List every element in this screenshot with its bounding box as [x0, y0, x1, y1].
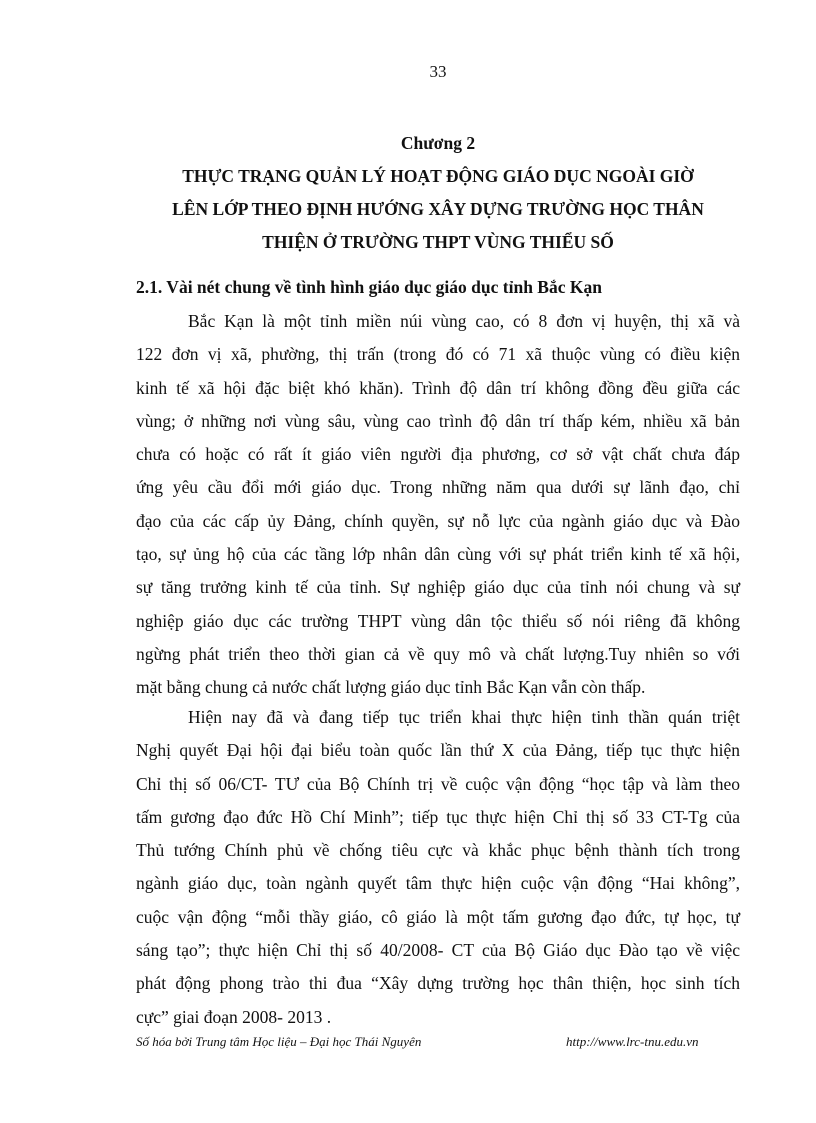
text-line: Hiện nay đã và đang tiếp tục triển khai thực hiện tinh thần quán triệt — [188, 707, 740, 727]
chapter-title-line: THỰC TRẠNG QUẢN LÝ HOẠT ĐỘNG GIÁO DỤC NGOÀI GIỜ — [182, 166, 694, 186]
chapter-title-line: LÊN LỚP THEO ĐỊNH HƯỚNG XÂY DỰNG TRƯỜNG HỌC THÂN — [172, 199, 704, 219]
section-heading: 2.1. Vài nét chung về tình hình giáo dục giáo dục tỉnh Bắc Kạn — [136, 277, 602, 297]
text-line: mặt bằng chung cả nước chất lượng giáo dục tỉnh Bắc Kạn vẫn còn thấp. — [136, 677, 646, 698]
footer-url: http://www.lrc-tnu.edu.vn — [566, 1034, 699, 1049]
text-line: vùng; ở những nơi vùng sâu, vùng cao trình độ dân trí thấp kém, nhiều xã bản — [136, 410, 740, 431]
footer-source: Số hóa bởi Trung tâm Học liệu – Đại học Thái Nguyên — [136, 1034, 422, 1049]
text-line: Bắc Kạn là một tỉnh miền núi vùng cao, có 8 đơn vị huyện, thị xã và — [188, 311, 740, 331]
text-line: Nghị quyết Đại hội đại biểu toàn quốc lần thứ X của Đảng, tiếp tục thực hiện — [136, 740, 740, 761]
text-line: cuộc vận động “mỗi thầy giáo, cô giáo là một tấm gương đạo đức, tự học, tự — [136, 906, 740, 927]
text-line: tạo, sự ủng hộ của các tầng lớp nhân dân cùng với sự phát triển kinh tế xã hội, — [136, 544, 740, 565]
paragraph — [136, 305, 740, 705]
text-line: nghiệp giáo dục các trường THPT vùng dân tộc thiểu số nói riêng đã không — [136, 610, 740, 631]
chapter-header — [120, 127, 756, 259]
text-line: Chỉ thị số 06/CT- TƯ của Bộ Chính trị về cuộc vận động “học tập và làm theo — [136, 773, 740, 794]
text-line: chưa có hoặc có rất ít giáo viên người địa phương, cơ sở vật chất chưa đáp — [136, 444, 740, 465]
paragraph — [136, 701, 740, 1034]
chapter-title-line: THIỆN Ở TRƯỜNG THPT VÙNG THIỂU SỐ — [262, 232, 614, 252]
text-line: Thủ tướng Chính phủ về chống tiêu cực và khắc phục bệnh thành tích trong — [136, 840, 740, 861]
text-line: phát động phong trào thi đua “Xây dựng trường học thân thiện, học sinh tích — [136, 973, 740, 994]
text-line: ngành giáo dục, toàn ngành quyết tâm thực hiện cuộc vận động “Hai không”, — [136, 873, 740, 894]
text-line: ứng yêu cầu đổi mới giáo dục. Trong những năm qua dưới sự lãnh đạo, chỉ — [136, 477, 740, 498]
text-line: sáng tạo”; thực hiện Chỉ thị số 40/2008- CT của Bộ Giáo dục Đào tạo về việc — [136, 940, 740, 961]
page-number: 33 — [429, 62, 447, 81]
text-line: sự tăng trưởng kinh tế của tỉnh. Sự nghiệp giáo dục của tỉnh nói chung và sự — [136, 577, 740, 598]
text-line: tấm gương đạo đức Hồ Chí Minh”; tiếp tục thực hiện Chỉ thị số 33 CT-Tg của — [136, 806, 740, 827]
text-line: đạo của các cấp ủy Đảng, chính quyền, sự nỗ lực của ngành giáo dục và Đào — [136, 510, 740, 531]
chapter-label: Chương 2 — [400, 133, 476, 153]
text-line: ngừng phát triển theo thời gian cả về quy mô và chất lượng.Tuy nhiên so với — [136, 643, 740, 664]
text-line: cực” giai đoạn 2008- 2013 . — [136, 1006, 332, 1027]
text-line: kinh tế xã hội đặc biệt khó khăn). Trình độ dân trí không đồng đều giữa các — [136, 377, 740, 398]
text-line: 122 đơn vị xã, phường, thị trấn (trong đó có 71 xã thuộc vùng có điều kiện — [136, 344, 740, 365]
